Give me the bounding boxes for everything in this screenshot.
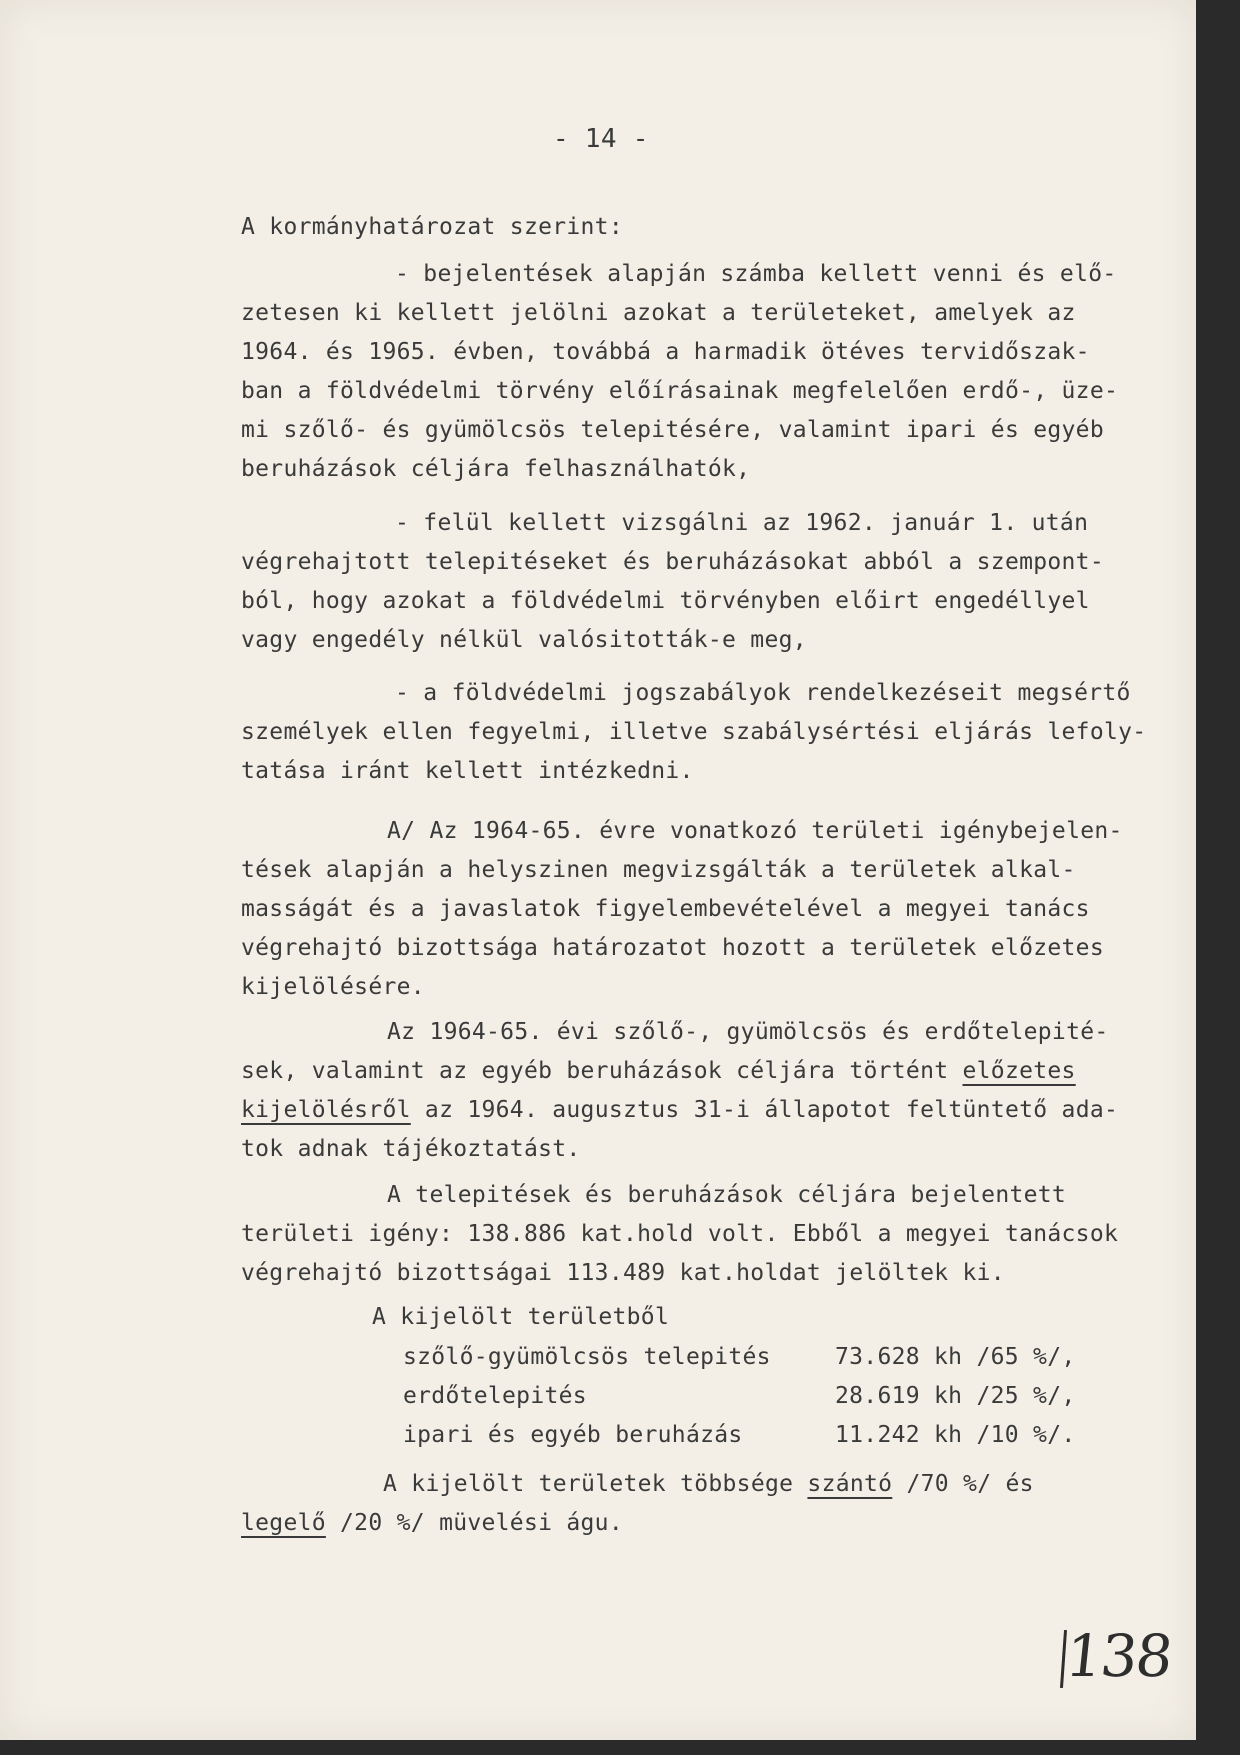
breakdown-row-value: 11.242 kh /10 %/. xyxy=(835,1422,1076,1448)
intro-line: A kormányhatározat szerint: xyxy=(241,214,623,240)
item-1-line-2: zetesen ki kellett jelölni azokat a területeket, amelyek az xyxy=(241,300,1076,326)
item-1-line-6: beruházások céljára felhasználhatók, xyxy=(241,456,751,482)
para-c-line-1: A telepitések és beruházások céljára bejelentett xyxy=(387,1182,1067,1208)
item-2-line-4: vagy engedély nélkül valósitották-e meg, xyxy=(241,627,807,653)
para-d-text-2: /70 %/ és xyxy=(892,1471,1034,1497)
para-b-line-3-text: az 1964. augusztus 31-i állapotot feltüntető ada- xyxy=(410,1097,1119,1123)
para-b-line-2 xyxy=(241,1052,1076,1091)
para-c-line-3: végrehajtó bizottságai 113.489 kat.holdat jelöltek ki. xyxy=(241,1260,1005,1286)
para-a-line-4: végrehajtó bizottsága határozatot hozott a területek előzetes xyxy=(241,935,1104,961)
para-b-line-2-text: sek, valamint az egyéb beruházások céljára történt xyxy=(241,1058,963,1084)
item-2-line-1: - felül kellett vizsgálni az 1962. január 1. után xyxy=(395,510,1089,536)
item-3-line-1: - a földvédelmi jogszabályok rendelkezéseit megsértő xyxy=(395,680,1131,706)
underlined-legelo: legelő xyxy=(241,1510,326,1536)
item-2-line-3: ból, hogy azokat a földvédelmi törvényben előirt engedéllyel xyxy=(241,588,1090,614)
para-d-line-1 xyxy=(383,1465,1034,1504)
item-1-line-5: mi szőlő- és gyümölcsös telepitésére, valamint ipari és egyéb xyxy=(241,417,1104,443)
para-a-line-1: A/ Az 1964-65. évre vonatkozó területi igénybejelen- xyxy=(387,818,1123,844)
para-d-text-3: /20 %/ müvelési águ. xyxy=(325,1510,623,1536)
underlined-kijelolesrol: kijelölésről xyxy=(241,1097,411,1123)
item-3-line-3: tatása iránt kellett intézkedni. xyxy=(241,758,694,784)
para-b-line-1: Az 1964-65. évi szőlő-, gyümölcsös és erdőtelepité- xyxy=(387,1019,1109,1045)
item-1-line-4: ban a földvédelmi törvény előírásainak megfelelően erdő-, üze- xyxy=(241,378,1119,404)
para-d-line-2 xyxy=(241,1504,623,1543)
underlined-szanto: szántó xyxy=(807,1471,893,1497)
breakdown-row-label: szőlő-gyümölcsös telepités xyxy=(403,1344,771,1370)
para-d-text-1: A kijelölt területek többsége xyxy=(383,1471,808,1497)
breakdown-row-label: ipari és egyéb beruházás xyxy=(403,1422,743,1448)
item-3-line-2: személyek ellen fegyelmi, illetve szabálysértési eljárás lefoly- xyxy=(241,719,1147,745)
underlined-elozetes: előzetes xyxy=(962,1058,1076,1084)
para-b-line-4: tok adnak tájékoztatást. xyxy=(241,1136,581,1162)
para-b-line-3 xyxy=(241,1091,1118,1130)
item-2-line-2: végrehajtott telepitéseket és beruházásokat abból a szempont- xyxy=(241,549,1104,575)
breakdown-row-label: erdőtelepités xyxy=(403,1383,587,1409)
para-a-line-5: kijelölésére. xyxy=(241,974,425,1000)
page-number: - 14 - xyxy=(553,124,649,154)
item-1-line-3: 1964. és 1965. évben, továbbá a harmadik ötéves tervidőszak- xyxy=(241,339,1090,365)
para-a-line-3: masságát és a javaslatok figyelembevételével a megyei tanács xyxy=(241,896,1090,922)
handwritten-folio-number: 138 xyxy=(1062,1622,1175,1690)
breakdown-heading: A kijelölt területből xyxy=(372,1304,670,1330)
breakdown-row-value: 28.619 kh /25 %/, xyxy=(835,1383,1076,1409)
item-1-line-1: - bejelentések alapján számba kellett venni és elő- xyxy=(395,261,1117,287)
para-a-line-2: tések alapján a helyszinen megvizsgálták a területek alkal- xyxy=(241,857,1076,883)
para-c-line-2: területi igény: 138.886 kat.hold volt. Ebből a megyei tanácsok xyxy=(241,1221,1119,1247)
breakdown-row-value: 73.628 kh /65 %/, xyxy=(835,1344,1076,1370)
